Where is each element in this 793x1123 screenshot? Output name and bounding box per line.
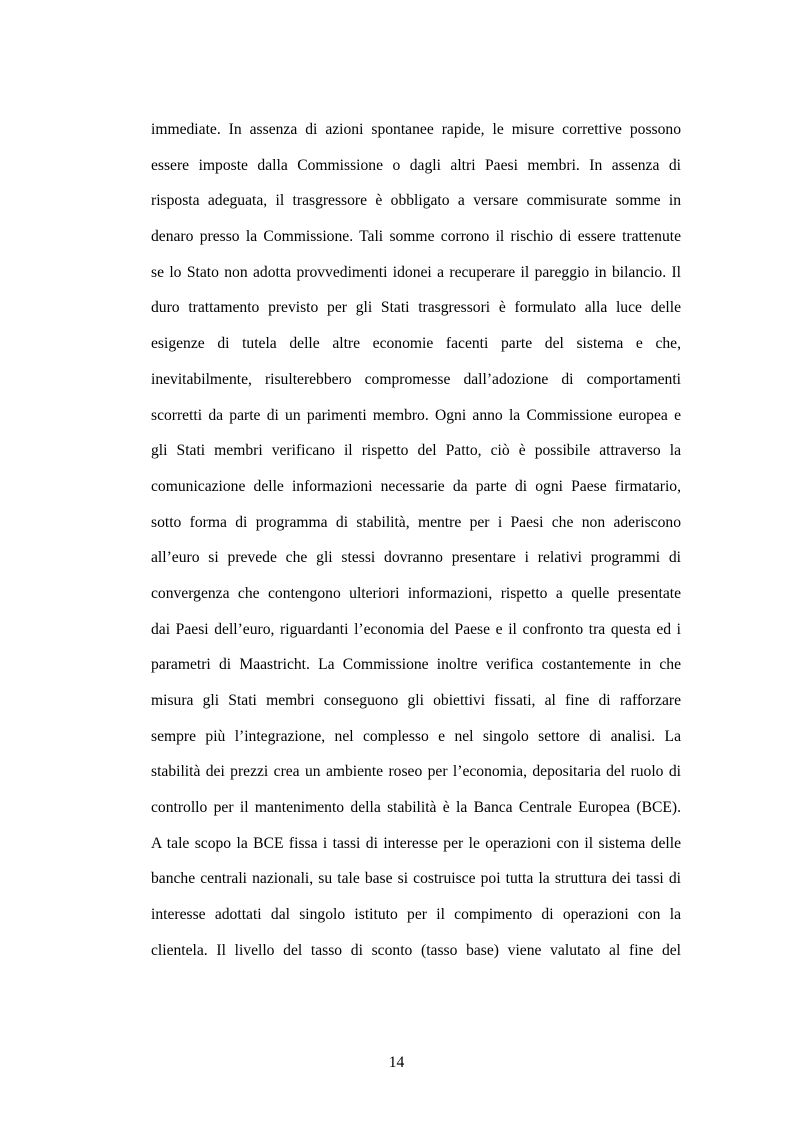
text-line: immediate. In assenza di azioni spontanee rapide, le misure correttive possono (151, 121, 681, 138)
text-line: gli Stati membri verificano il rispetto del Patto, ciò è possibile attraverso la (151, 442, 681, 460)
text-line: sotto forma di programma di stabilità, mentre per i Paesi che non aderiscono (151, 513, 681, 531)
text-line: scorretti da parte di un parimenti membro. Ogni anno la Commissione europea e (151, 406, 681, 424)
text-line: essere imposte dalla Commissione o dagli altri Paesi membri. In assenza di (151, 156, 681, 174)
text-line: banche centrali nazionali, su tale base si costruisce poi tutta la struttura dei tassi di (151, 870, 681, 888)
text-line: misura gli Stati membri conseguono gli obiettivi fissati, al fine di rafforzare (151, 692, 681, 709)
body-paragraph (151, 112, 681, 969)
text-line: sempre più l’integrazione, nel complesso e nel singolo settore di analisi. La (151, 727, 681, 745)
text-line: esigenze di tutela delle altre economie facenti parte del sistema e che, (151, 335, 681, 353)
text-line: inevitabilmente, risulterebbero compromesse dall’adozione di comportamenti (151, 370, 681, 388)
text-line: stabilità dei prezzi crea un ambiente roseo per l’economia, depositaria del ruolo di (151, 763, 681, 781)
text-line: risposta adeguata, il trasgressore è obbligato a versare commisurate somme in (151, 192, 681, 210)
text-line: convergenza che contengono ulteriori informazioni, rispetto a quelle presentate (151, 584, 681, 602)
text-line: se lo Stato non adotta provvedimenti idonei a recuperare il pareggio in bilancio. Il (151, 263, 681, 281)
text-line: comunicazione delle informazioni necessarie da parte di ogni Paese firmatario, (151, 477, 681, 495)
text-line: denaro presso la Commissione. Tali somme corrono il rischio di essere trattenute (151, 228, 681, 246)
text-line: clientela. Il livello del tasso di sconto (tasso base) viene valutato al fine del (151, 941, 681, 959)
page-number: 14 (388, 1054, 405, 1071)
text-line: interesse adottati dal singolo istituto per il compimento di operazioni con la (151, 906, 681, 924)
text-line: duro trattamento previsto per gli Stati trasgressori è formulato alla luce delle (151, 299, 681, 317)
text-line: A tale scopo la BCE fissa i tassi di interesse per le operazioni con il sistema delle (151, 834, 681, 852)
text-line: dai Paesi dell’euro, riguardanti l’economia del Paese e il confronto tra questa ed i (151, 620, 681, 638)
text-line: parametri di Maastricht. La Commissione inoltre verifica costantemente in che (151, 656, 681, 674)
text-line: all’euro si prevede che gli stessi dovranno presentare i relativi programmi di (151, 549, 681, 567)
text-line: controllo per il mantenimento della stabilità è la Banca Centrale Europea (BCE). (151, 799, 681, 817)
